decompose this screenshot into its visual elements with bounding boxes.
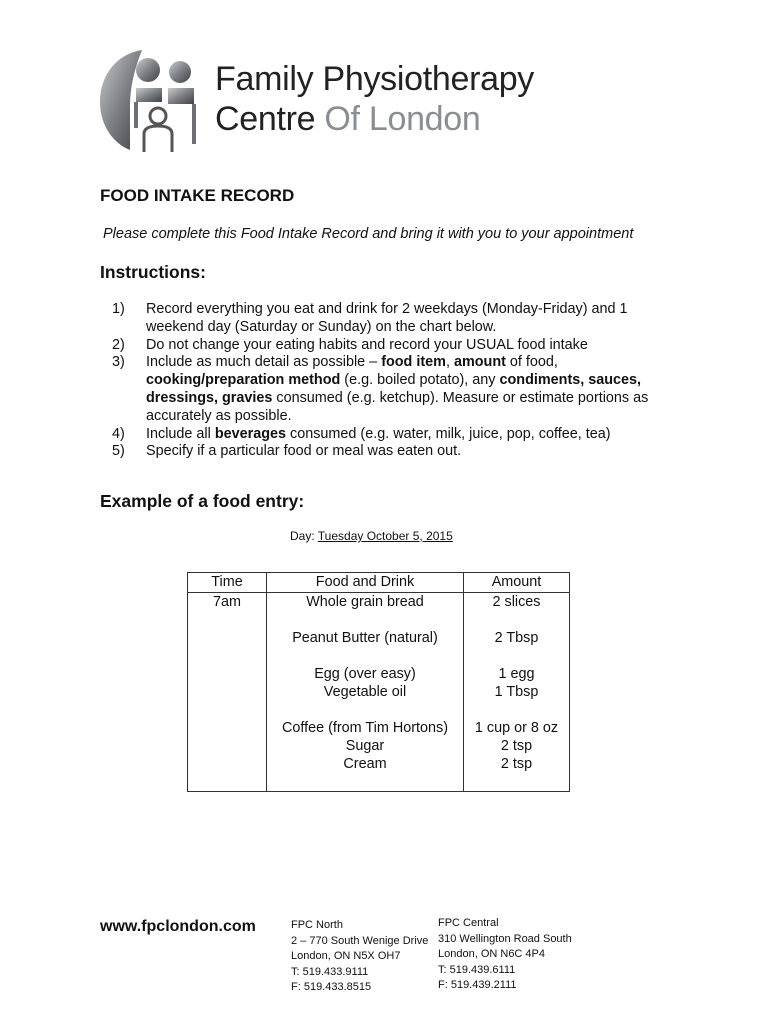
instruction-fragment: Include all <box>146 425 215 442</box>
table-row <box>188 773 570 792</box>
time-cell <box>188 629 267 647</box>
document-subtitle: Please complete this Food Intake Record and bring it with you to your appointment <box>103 226 634 242</box>
instructions-heading: Instructions: <box>100 262 206 282</box>
instruction-text <box>146 337 672 355</box>
instruction-item <box>112 301 672 337</box>
time-cell <box>188 665 267 683</box>
instruction-fragment: Do not change your eating habits and record your USUAL food intake <box>146 336 588 353</box>
website-link[interactable]: www.fpclondon.com <box>100 918 256 935</box>
header-amount: Amount <box>464 573 570 593</box>
instructions-list <box>112 301 672 461</box>
header-food: Food and Drink <box>267 573 464 593</box>
logo-text-line2 <box>215 100 481 139</box>
day-label: Day: <box>290 529 318 543</box>
north-city: London, ON N5X OH7 <box>291 950 401 962</box>
instruction-number: 5) <box>112 443 125 460</box>
time-cell <box>188 611 267 629</box>
amount-cell: 2 tsp <box>464 755 570 773</box>
clinic-logo <box>96 44 566 156</box>
north-fax: F: 519.433.8515 <box>291 981 372 993</box>
header-time: Time <box>188 573 267 593</box>
day-value: Tuesday October 5, 2015 <box>317 529 453 543</box>
instruction-text <box>146 426 672 444</box>
instruction-number: 1) <box>112 301 125 317</box>
day-line <box>290 529 453 543</box>
instruction-item <box>112 337 672 355</box>
instruction-fragment: Record everything you eat and drink for 2 weekdays (Monday-Friday) and 1 weekend day (Saturday or Sunday) on the chart below. <box>146 301 628 335</box>
amount-cell <box>464 611 570 629</box>
central-phone: T: 519.439.6111 <box>438 963 516 976</box>
logo-text-line1: Family Physiotherapy <box>215 60 535 98</box>
example-heading: Example of a food entry: <box>100 491 305 511</box>
food-cell: Peanut Butter (natural) <box>267 629 464 647</box>
instruction-emphasis: cooking/preparation method <box>146 372 341 389</box>
central-name: FPC Central <box>438 917 499 929</box>
food-cell: Cream <box>267 755 464 773</box>
time-cell <box>188 755 267 773</box>
amount-cell: 2 Tbsp <box>464 629 570 647</box>
address-north <box>291 918 428 996</box>
document-title: FOOD INTAKE RECORD <box>100 186 295 205</box>
table-row <box>188 629 570 647</box>
table-row <box>188 683 570 701</box>
instruction-text <box>146 354 672 425</box>
instruction-emphasis: beverages <box>214 425 287 442</box>
food-cell: Vegetable oil <box>267 683 464 701</box>
time-cell <box>188 647 267 665</box>
food-cell: Sugar <box>267 737 464 755</box>
table-row <box>188 647 570 665</box>
instruction-fragment: of food, <box>505 354 558 371</box>
amount-cell: 1 egg <box>464 665 570 683</box>
food-cell <box>267 701 464 719</box>
amount-cell <box>464 701 570 719</box>
table-row <box>188 701 570 719</box>
amount-cell: 1 cup or 8 oz <box>464 719 570 737</box>
table-row <box>188 665 570 683</box>
north-phone: T: 519.433.9111 <box>291 965 369 978</box>
amount-cell: 1 Tbsp <box>464 683 570 701</box>
time-cell <box>188 719 267 737</box>
instruction-emphasis: food item <box>381 354 446 371</box>
logo-text-centre: Centre <box>215 100 316 138</box>
time-cell <box>188 773 267 792</box>
north-street: 2 – 770 South Wenige Drive <box>291 934 429 947</box>
amount-cell: 2 slices <box>464 593 570 612</box>
food-cell <box>267 647 464 665</box>
amount-cell: 2 tsp <box>464 737 570 755</box>
instruction-fragment: Specify if a particular food or meal was eaten out. <box>146 443 462 460</box>
instruction-item <box>112 354 672 425</box>
time-cell <box>188 683 267 701</box>
north-name: FPC North <box>291 919 343 931</box>
instruction-fragment: (e.g. boiled potato), any <box>340 372 500 389</box>
family-logo-icon <box>96 44 208 156</box>
food-cell <box>267 611 464 629</box>
instruction-number: 2) <box>112 336 125 353</box>
time-cell: 7am <box>188 593 267 612</box>
table-row <box>188 737 570 755</box>
instruction-number: 4) <box>112 425 125 442</box>
instruction-emphasis: amount <box>453 354 506 371</box>
instruction-fragment: , <box>445 354 454 371</box>
time-cell <box>188 701 267 719</box>
instruction-fragment: Include as much detail as possible – <box>146 354 382 371</box>
instruction-text <box>146 301 672 337</box>
instruction-fragment: consumed (e.g. ketchup). Measure or estimate portions as accurately as possible. <box>146 389 649 424</box>
time-cell <box>188 737 267 755</box>
instruction-emphasis: condiments, sauces, dressings, gravies <box>146 372 642 406</box>
central-fax: F: 519.439.2111 <box>438 979 517 991</box>
table-row <box>188 593 570 612</box>
food-cell: Egg (over easy) <box>267 665 464 683</box>
instruction-item <box>112 443 672 461</box>
central-city: London, ON N6C 4P4 <box>438 948 546 960</box>
food-entry-table <box>187 572 570 792</box>
instruction-item <box>112 426 672 444</box>
logo-text-of-london: Of London <box>324 100 481 138</box>
food-cell: Whole grain bread <box>267 593 464 612</box>
table-row <box>188 719 570 737</box>
instruction-fragment: consumed (e.g. water, milk, juice, pop, coffee, tea) <box>286 425 611 442</box>
central-street: 310 Wellington Road South <box>438 932 572 945</box>
table-row <box>188 611 570 629</box>
food-cell: Coffee (from Tim Hortons) <box>267 719 464 737</box>
food-cell <box>267 773 464 792</box>
table-row <box>188 755 570 773</box>
instruction-text <box>146 443 672 461</box>
address-central <box>438 916 572 994</box>
amount-cell <box>464 773 570 792</box>
instruction-number: 3) <box>112 354 125 371</box>
amount-cell <box>464 647 570 665</box>
